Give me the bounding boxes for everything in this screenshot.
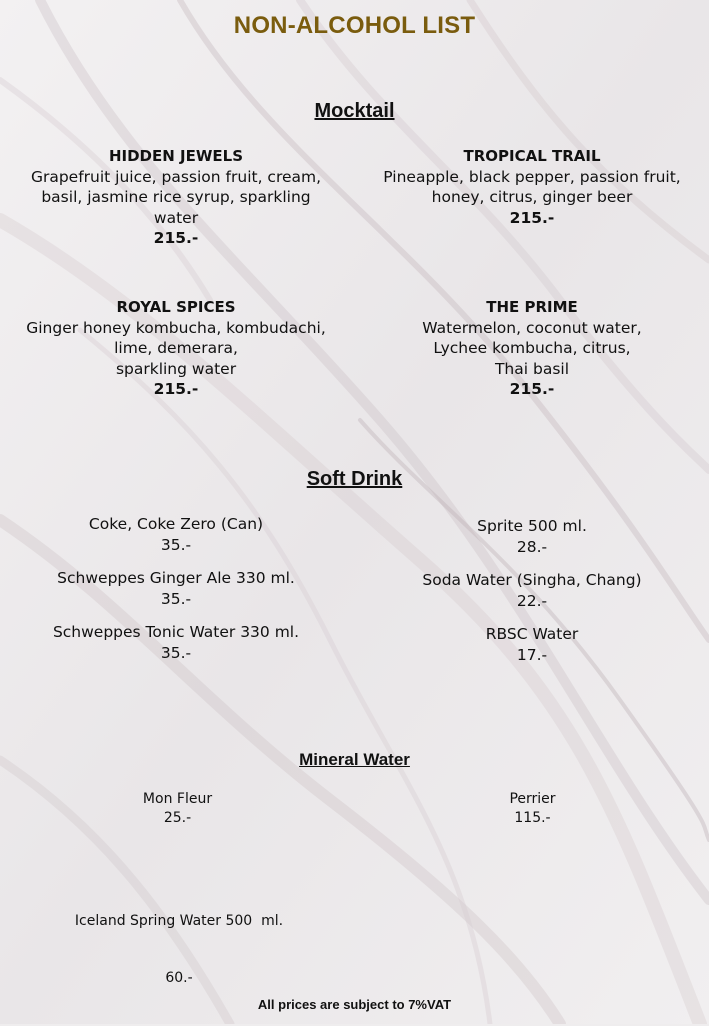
item-name: HIDDEN JEWELS [108, 147, 244, 165]
soft-drink-item [6, 514, 346, 556]
item-name: RBSC Water [485, 625, 579, 643]
soft-drink-heading: Soft Drink [306, 468, 403, 490]
item-price: 28.- [516, 538, 548, 556]
item-description-line: sparkling water [115, 359, 237, 378]
item-price: 115.- [514, 810, 551, 826]
item-name: Sprite 500 ml. [477, 517, 587, 535]
menu-item-hidden-jewels [6, 146, 346, 249]
item-price: 215.- [153, 380, 199, 398]
item-description-line: basil, jasmine rice syrup, sparkling [41, 188, 311, 206]
vat-note: All prices are subject to 7%VAT [257, 997, 452, 1012]
item-price: 215.- [153, 229, 199, 247]
item-description-line: water [153, 208, 199, 227]
page-title: NON-ALCOHOL LIST [233, 12, 476, 39]
item-name: ROYAL SPICES [116, 298, 236, 316]
item-description-line: Lychee kombucha, citrus, [433, 339, 631, 357]
menu-item-royal-spices [6, 297, 346, 400]
mineral-water-item [40, 790, 315, 828]
soft-drink-item [6, 622, 346, 664]
item-description-line: Watermelon, coconut water, [422, 318, 642, 337]
item-description-line: honey, citrus, ginger beer [431, 188, 633, 206]
item-description-line: Thai basil [494, 359, 570, 378]
item-price: 215.- [509, 380, 555, 398]
item-price: 22.- [516, 592, 548, 610]
item-description-line: Ginger honey kombucha, kombudachi, [26, 318, 326, 337]
item-name: THE PRIME [486, 298, 578, 316]
item-name: Mon Fleur [142, 791, 213, 807]
item-name: Iceland Spring Water 500 ml. [74, 913, 284, 929]
item-name: Schweppes Ginger Ale 330 ml. [57, 569, 295, 587]
menu-item-the-prime [362, 297, 702, 400]
soft-drink-item [362, 516, 702, 558]
item-name: Schweppes Tonic Water 330 ml. [52, 623, 300, 641]
item-price: 35.- [160, 536, 192, 554]
mocktail-heading: Mocktail [314, 100, 395, 122]
soft-drink-item [362, 624, 702, 666]
item-price: 25.- [163, 810, 192, 826]
mineral-water-heading: Mineral Water [299, 750, 410, 769]
soft-drink-item [362, 570, 702, 612]
menu-item-tropical-trail [362, 146, 702, 228]
item-description-line: Pineapple, black pepper, passion fruit, [383, 167, 681, 186]
item-price: 35.- [160, 644, 192, 662]
item-price: 215.- [509, 208, 555, 227]
item-description-line: Grapefruit juice, passion fruit, cream, [30, 167, 322, 186]
item-name: Soda Water (Singha, Chang) [422, 571, 642, 589]
item-price: 17.- [516, 646, 548, 664]
item-name: Coke, Coke Zero (Can) [88, 515, 264, 533]
soft-drink-item [6, 568, 346, 610]
mineral-water-item [395, 790, 670, 828]
item-price: 60.- [165, 970, 193, 986]
item-description-line: lime, demerara, [114, 339, 238, 357]
item-name: TROPICAL TRAIL [463, 147, 601, 165]
item-price: 35.- [160, 590, 192, 608]
item-name: Perrier [509, 791, 556, 807]
